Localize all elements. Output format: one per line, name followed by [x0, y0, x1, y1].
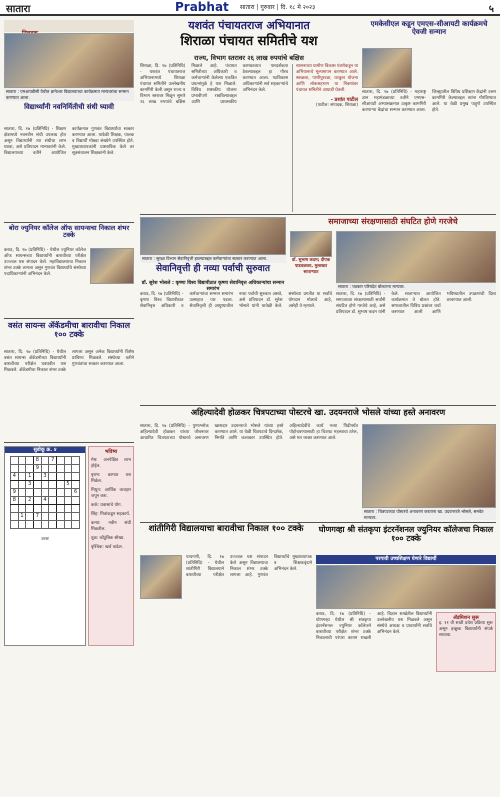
ahilya-headline: अहिल्यादेवी होळकर चित्रपटाच्या पोस्टरचे खा. उदयनराजे भोसले यांच्या हस्ते अनावरण — [190, 407, 446, 417]
sudoku-cell — [34, 497, 42, 505]
ahilya-body: सातारा, दि. १७ (प्रतिनिधि) - पुण्यश्लोक अहिल्यादेवी होळकर यांच्या जीवनावर आधारित चित्रपटाच्या पोस्टरचे अनावरण खासदार उदयनराजे भोसले यांच्या हस्ते करण्यात आले. या वेळी चित्रपटाचे दिग्दर्शक, निर्माते आणि कलाकार उपस्थित होते. अहिल्यादेवींचे कार्य नव्या पिढीपर्यंत पोहोचवण्यासाठी हा चित्रपट महत्त्वाचा ठरेल, असे मत व्यक्त करण्यात आले. — [140, 424, 358, 441]
sudoku-cell — [49, 512, 57, 520]
sudoku-cell — [72, 465, 80, 473]
sudoku-cell — [41, 512, 49, 520]
sudoku-row — [11, 497, 80, 505]
ghonga-admission-box — [436, 612, 496, 672]
sudoku-cell — [26, 512, 34, 520]
sudoku-cell — [34, 489, 42, 497]
sudoku-cell: 1 — [18, 512, 26, 520]
sudoku-cell — [72, 512, 80, 520]
main-byline-2: (पाटील: संपादक, शिराळा) — [316, 103, 358, 108]
sudoku-cell — [18, 520, 26, 528]
sudoku-cell — [11, 465, 19, 473]
sudoku-cell — [41, 505, 49, 513]
page-number: ५ — [488, 4, 494, 15]
horoscope-item: मेष: अनपेक्षित लाभ होईल. — [91, 458, 131, 469]
sudoku-title: सुडोकू क्र. ४ — [5, 447, 85, 453]
sudoku-answer-label: उत्तर — [41, 536, 49, 542]
speaker-name: डॉ. सुभाष कदम; दीपक पाडवळकर, मुलाखत साताऱ्यात — [291, 258, 331, 275]
horoscope-title: भविष्य — [104, 449, 118, 455]
sudoku-cell: 6 — [72, 489, 80, 497]
sudoku-cell — [34, 505, 42, 513]
sudoku-cell — [57, 512, 65, 520]
sudoku-cell — [26, 505, 34, 513]
horoscope-panel — [88, 446, 134, 646]
divider — [290, 214, 496, 215]
sudoku-cell: 9 — [11, 489, 19, 497]
sudoku-cell — [34, 520, 42, 528]
left-top-photo — [4, 33, 134, 88]
sudoku-cell: 7 — [49, 457, 57, 465]
main-byline: - प्रशांत पाटील — [330, 97, 358, 103]
sudoku-cell — [64, 465, 72, 473]
bora-body: कराड, दि. १७ (प्रतिनिधि) - येथील ज्युनियर कॉलेज ऑफ सायन्सच्या विद्यार्थ्यांनी बारावीच्या परीक्षेत उज्ज्वल यश संपादन केले. महाविद्यालयाचा निकाल शंभर टक्के लागला असून गुणवंत विद्यार्थ्यांचे संस्थेच्या पदाधिकाऱ्यांनी अभिनंदन केले. — [4, 248, 86, 277]
sudoku-cell — [57, 481, 65, 489]
main-side-note: शासनाच्या ग्रामीण विकास यंत्रणेकडून या अभियानाचे मूल्यमापन करण्यात आले. स्वच्छता, पाणीपुरवठा, घरकुल योजना आणि लोकसहभाग या निकषांवर पंचायत समितीने आघाडी घेतली. — [296, 64, 358, 93]
sudoku-cell — [49, 473, 57, 481]
ghonga-strip: परगावी उच्चशिक्षण घेणारे विद्यार्थी — [316, 555, 496, 564]
sudoku-cell — [18, 481, 26, 489]
sudoku-cell — [41, 457, 49, 465]
samaj-photo — [336, 231, 496, 283]
sudoku-row — [11, 520, 80, 528]
sudoku-cell — [72, 520, 80, 528]
sudoku-cell — [11, 512, 19, 520]
sudoku-grid-wrap — [5, 453, 85, 532]
horoscope-item: वृषभ: कामात यश मिळेल. — [91, 473, 131, 484]
sudoku-cell — [64, 520, 72, 528]
section-name: सातारा — [6, 4, 31, 15]
sudoku-cell — [41, 481, 49, 489]
sudoku-cell — [18, 505, 26, 513]
sewa-photo — [140, 217, 286, 255]
sudoku-cell — [64, 457, 72, 465]
left-top-caption: सातारा : एमआयडीसी येथील ज्ञानेश्वर विद्यालयाच्या कार्यक्रमात मान्यवरांचा सन्मान करण्यात आला. — [4, 88, 134, 101]
sudoku-cell: 4 — [11, 473, 19, 481]
sudoku-cell — [72, 497, 80, 505]
sudoku-cell: 8 — [11, 497, 19, 505]
sudoku-cell — [57, 465, 65, 473]
sudoku-cell — [49, 520, 57, 528]
bora-headline: बोरा ज्युनियर कॉलेज ऑफ सायन्सचा निकाल शंभर टक्के — [8, 224, 130, 240]
sudoku-cell — [57, 520, 65, 528]
left-label-bar — [4, 20, 134, 32]
sudoku-panel — [4, 446, 86, 646]
sudoku-cell — [49, 497, 57, 505]
sudoku-cell: 2 — [26, 497, 34, 505]
divider — [140, 405, 496, 406]
sudoku-cell — [18, 497, 26, 505]
sudoku-cell — [26, 465, 34, 473]
ahilya-photo — [362, 424, 496, 508]
sudoku-row — [11, 512, 80, 520]
horoscope-list — [91, 458, 131, 551]
sudoku-cell — [26, 457, 34, 465]
divider — [4, 222, 134, 223]
sudoku-cell: 5 — [64, 481, 72, 489]
left-top-headline: विद्यार्थ्यांनी नवनिर्मितीची संधी घ्यावी — [24, 103, 114, 111]
masthead — [0, 0, 500, 16]
ghonga-photo — [316, 565, 496, 609]
sudoku-cell — [49, 465, 57, 473]
mkcl-headline: एमकेसीएल कडून एमएस-सीआयटी कार्यक्रमचे ऐवजी सन्मान — [370, 20, 488, 37]
mkcl-body: सातारा, दि. १७ (प्रतिनिधि) - महाराष्ट्र ज्ञान महामंडळाच्या वतीने एमएस-सीआयटी अभ्यासक्रमात उत्कृष्ट कामगिरी करणाऱ्या केंद्रांचा सन्मान करण्यात आला. जिल्ह्यातील विविध प्रशिक्षण केंद्रांनी उत्तम कामगिरी केल्याबद्दल त्यांना गौरविण्यात आले. या वेळी प्रमुख पाहुणे उपस्थित होते. — [362, 90, 496, 113]
sudoku-cell — [72, 505, 80, 513]
issue-meta: सातारा | गुरुवार | दि. १८ मे २०२३ — [240, 4, 316, 11]
sewa-subheadline: डॉ. सुरेश भोसले : कृष्णा विश्व विद्यापीठात कृष्णा सेवानिवृत्त अधिकाऱ्यांचा सन्मान समारंभ — [141, 281, 285, 292]
shanti-headline: शांतीगिरी विद्यालयाचा बारावीचा निकाल १०० टक्के — [148, 524, 304, 534]
divider — [4, 318, 134, 319]
sudoku-cell — [64, 497, 72, 505]
shanti-photo — [140, 555, 182, 599]
admission-title: अ‍ॅडमिशन सुरू — [453, 615, 479, 621]
horoscope-item: सिंह: मित्रांकडून सहकार्य. — [91, 512, 131, 517]
sudoku-cell: 3 — [26, 481, 34, 489]
sudoku-cell — [57, 505, 65, 513]
main-headline: शिराळा पंचायत समितीचे यश — [180, 34, 318, 49]
horoscope-item: वृश्चिक: खर्च वाढेल. — [91, 545, 123, 550]
ghonga-headline: घोणगव्हा श्री संतकृपा इंटरनॅशनल ज्युनियर कॉलेजचा निकाल १०० टक्के — [318, 525, 494, 544]
horoscope-item: कन्या: नवीन संधी मिळतील. — [91, 521, 131, 532]
sudoku-cell: 3 — [41, 473, 49, 481]
sudoku-cell — [11, 520, 19, 528]
sudoku-cell — [57, 497, 65, 505]
sudoku-row — [11, 489, 80, 497]
sudoku-cell — [57, 489, 65, 497]
main-sidebar — [292, 64, 358, 212]
sudoku-cell: 1 — [26, 473, 34, 481]
admission-body: इ. ११ वी साठी प्रवेश प्रक्रिया सुरू असून इच्छुक विद्यार्थ्यांनी संपर्क साधावा. — [439, 621, 493, 638]
sudoku-cell — [11, 481, 19, 489]
horoscope-item: तूळ: कौटुंबिक सौख्य. — [91, 536, 125, 541]
sudoku-cell — [18, 465, 26, 473]
main-kicker: यशवंत पंचायतराज अभियानात — [188, 19, 310, 32]
sudoku-cell — [49, 489, 57, 497]
samaj-body: सातारा, दि. १७ (प्रतिनिधि) - समाजाच्या संरक्षणासाठी सर्वांनी संघटित होणे गरजेचे आहे, असे प्रतिपादन डॉ. सुभाष कदम यांनी केले. साताऱ्यात आयोजित कार्यक्रमात ते बोलत होते. समाजातील विविध प्रश्नांवर चर्चा करण्यात आली आणि भविष्यातील उपक्रमांची दिशा ठरवण्यात आली. — [336, 292, 496, 315]
horoscope-item: कर्क: प्रवासाचे योग. — [91, 503, 122, 508]
samaj-caption: सातारा : पत्रकार परिषदेत बोलताना मान्यवर. — [336, 283, 496, 291]
speaker-photo — [290, 231, 332, 257]
sudoku-cell — [11, 505, 19, 513]
main-body: शिराळा, दि. १७ (प्रतिनिधि) - यशवंत पंचायतराज अभियानामध्ये शिराळा पंचायत समितीने उल्लेखनीय कामगिरी केली असून राज्य व विभाग स्तरावर मिळून सुमारे २६ लाख रुपयांचे बक्षिस मिळाले आहे. पंचायत समितीच्या अधिकारी व कर्मचाऱ्यांनी केलेल्या एकत्रित प्रयत्नांमुळे हे यश मिळाले. विविध शासकीय योजना प्रभावीपणे राबविल्याबद्दल आणि प्रशासकीय कामकाजात पारदर्शकता ठेवल्याबद्दल हा गौरव करण्यात आला. गटविकास अधिकाऱ्यांनी सर्व सहकाऱ्यांचे अभिनंदन केले. — [140, 64, 288, 105]
main-subheadline: राज्य, विभाग स्तरावर २६ लाख रुपयांचे बक्षिस — [194, 54, 304, 62]
sudoku-cell — [64, 512, 72, 520]
sudoku-cell — [34, 481, 42, 489]
sudoku-row — [11, 473, 80, 481]
sudoku-cell — [18, 473, 26, 481]
sudoku-cell — [64, 473, 72, 481]
sudoku-row — [11, 481, 80, 489]
sudoku-row — [11, 457, 80, 465]
sudoku-cell — [72, 481, 80, 489]
brand-logo: Prabhat — [175, 0, 229, 14]
left-top-body: सातारा, दि. १७ (प्रतिनिधि) - शिक्षण क्षेत्रामध्ये नवनवीन संधी उपलब्ध होत असून विद्यार्थ्यांनी त्या संधीचा लाभ घ्यावा, असे प्रतिपादन मान्यवरांनी केले. विद्यालयाच्या वतीने आयोजित कार्यक्रमात गुणवंत विद्यार्थ्यांचा सत्कार करण्यात आला. यावेळी शिक्षक, पालक व विद्यार्थी मोठ्या संख्येने उपस्थित होते. मुख्याध्यापकांनी प्रास्ताविक केले तर सूत्रसंचालन शिक्षकांनी केले. — [4, 127, 134, 156]
sudoku-cell: 8 — [34, 457, 42, 465]
sudoku-cell — [18, 457, 26, 465]
sudoku-cell — [18, 489, 26, 497]
sudoku-cell — [41, 520, 49, 528]
samaj-headline: समाजाच्या संरक्षणासाठी संघटित होणे गरजेचे — [328, 217, 458, 226]
bora-photo — [90, 248, 134, 284]
sudoku-cell: 9 — [34, 465, 42, 473]
divider — [140, 522, 496, 523]
sudoku-cell — [26, 520, 34, 528]
sudoku-cell — [34, 473, 42, 481]
sudoku-cell: 7 — [34, 512, 42, 520]
sudoku-cell — [41, 489, 49, 497]
sudoku-row — [11, 505, 80, 513]
horoscope-item: मिथुन: आर्थिक व्यवहार जपून करा. — [91, 488, 131, 499]
sudoku-cell — [72, 473, 80, 481]
sudoku-cell — [57, 457, 65, 465]
sudoku-cell: 4 — [41, 497, 49, 505]
divider — [4, 442, 134, 443]
samaj-speaker-box — [290, 231, 332, 289]
sewa-caption: सातारा : सुरक्षा विभाग सेवानिवृत्ती झाल्याबद्दल कर्मचाऱ्यांचा सत्कार करण्यात आला. — [140, 255, 286, 263]
sudoku-cell — [64, 505, 72, 513]
sudoku-cell — [49, 481, 57, 489]
mkcl-photo — [362, 48, 412, 88]
shanti-body: पाचगणी, दि. १७ (प्रतिनिधि) - येथील शांतीगिरी विद्यालयाने बारावीच्या परीक्षेत उज्ज्वल यश संपादन केले असून विद्यालयाचा निकाल शंभर टक्के लागला आहे. गुणवंत विद्यार्थ्यांचे मुख्याध्यापक व शिक्षकवृंदाने अभिनंदन केले. — [186, 555, 312, 578]
ahilya-caption: सातारा : चित्रपटाच्या पोस्टरचे अनावरण करताना खा. उदयनराजे भोसले, समवेत मान्यवर. — [362, 508, 496, 520]
sudoku-cell — [57, 473, 65, 481]
sudoku-cell — [26, 489, 34, 497]
sudoku-cell — [11, 457, 19, 465]
sudoku-grid — [10, 456, 80, 529]
sewa-body: कराड, दि. १७ (प्रतिनिधि) - कृष्णा विश्व विद्यापीठात सेवानिवृत्त अधिकारी व कर्मचाऱ्यांचा सन्मान समारंभ उत्साहात पार पडला. सेवानिवृत्ती ही आयुष्यातील नव्या पर्वाची सुरुवात असते, असे प्रतिपादन डॉ. सुरेश भोसले यांनी यावेळी केले. संस्थेच्या प्रगतीत या सर्वांचे योगदान मोलाचे आहे, असेही ते म्हणाले. — [140, 292, 332, 309]
vasant-body: सातारा, दि. १७ (प्रतिनिधि) - येथील वसंत सायन्स ॲकॅडमीच्या विद्यार्थ्यांनी बारावीच्या परीक्षेत घवघवीत यश मिळवले. ॲकॅडमीचा निकाल शंभर टक्के लागला असून अनेक विद्यार्थ्यांनी विशेष प्राविण्य मिळवले. संस्थेच्या वतीने गुणवंतांचा सत्कार करण्यात आला. — [4, 350, 134, 373]
vasant-headline: वसंत सायन्स ॲकॅडमीचा बारावीचा निकाल १०० टक्के — [7, 321, 130, 340]
sudoku-cell — [64, 489, 72, 497]
sudoku-row — [11, 465, 80, 473]
sewa-headline: सेवानिवृत्ती ही नव्या पर्वाची सुरुवात — [156, 264, 270, 274]
sudoku-cell — [41, 465, 49, 473]
sudoku-cell — [49, 505, 57, 513]
sudoku-cell — [72, 457, 80, 465]
ghonga-body: कराड, दि. १७ (प्रतिनिधि) - घोणगव्हा येथील श्री संतकृपा इंटरनॅशनल ज्युनियर कॉलेजने बारावीच्या परीक्षेत शंभर टक्के निकालाची परंपरा कायम राखली आहे. विज्ञान शाखेतील विद्यार्थ्यांनी उल्लेखनीय यश मिळवले असून संस्थेचे अध्यक्ष व प्राचार्यांनी सर्वांचे अभिनंदन केले. — [316, 612, 432, 641]
